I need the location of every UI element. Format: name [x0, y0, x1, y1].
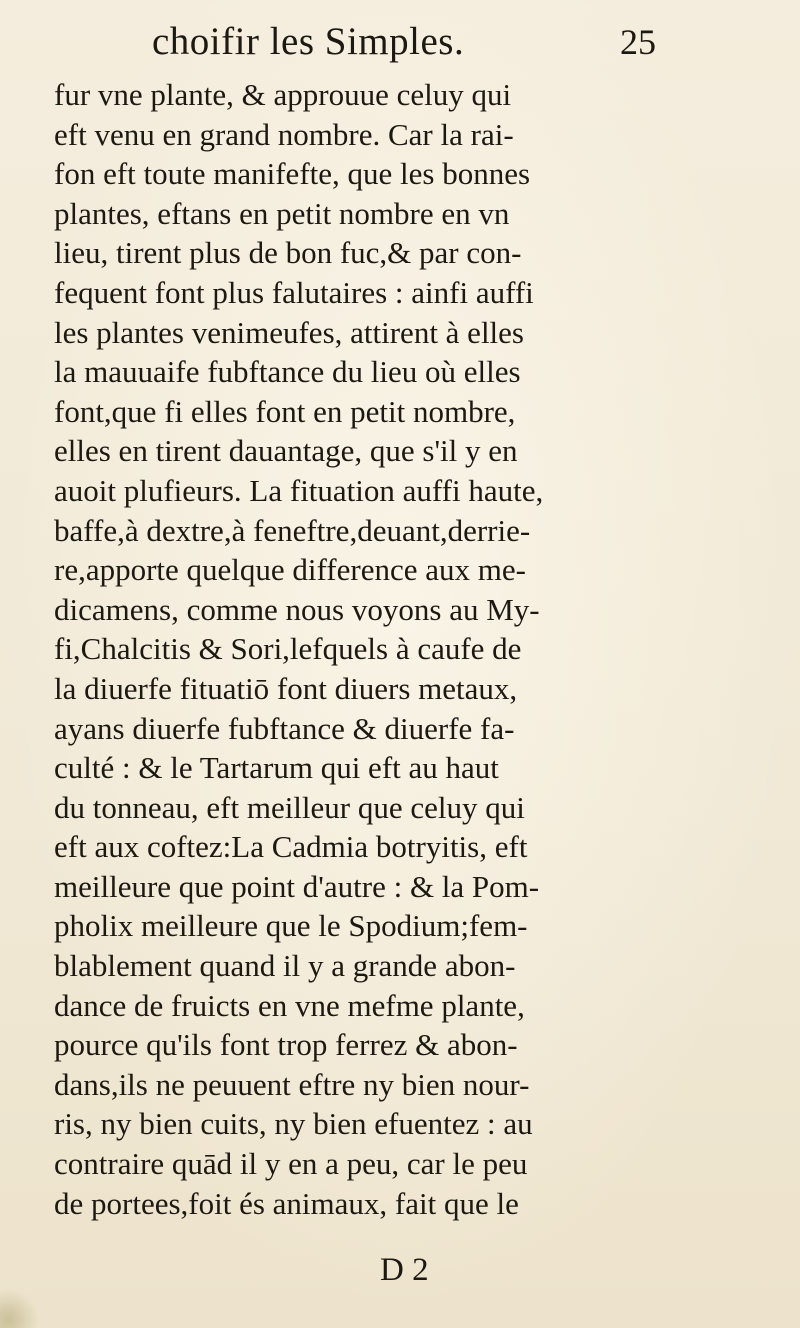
text-line: baffe,à dextre,à feneftre,deuant,derrie-: [54, 512, 531, 548]
text-line: dance de fruicts en vne mefme plante,: [54, 987, 525, 1023]
text-line: fon eft toute manifefte, que les bonnes: [54, 156, 531, 192]
text-line: font,que fi elles font en petit nombre,: [54, 393, 516, 429]
text-line: fi,Chalcitis & Sori,lefquels à caufe de: [54, 631, 522, 667]
paper-stain: [0, 1288, 40, 1328]
text-line: dans,ils ne peuuent eftre ny bien nour-: [54, 1066, 530, 1102]
text-line: blablement quand il y a grande abon-: [54, 948, 516, 984]
text-line: la mauuaife fubftance du lieu où elles: [54, 354, 521, 390]
text-line: pholix meilleure que le Spodium;fem-: [54, 908, 528, 944]
text-line: de portees,foit és animaux, fait que le: [54, 1185, 519, 1221]
text-line: la diuerfe fituatiō font diuers metaux,: [54, 670, 518, 706]
text-line: culté : & le Tartarum qui eft au haut: [54, 750, 499, 786]
text-line: meilleure que point d'autre : & la Pom-: [54, 868, 540, 904]
body-text: [54, 75, 754, 1223]
text-line: ris, ny bien cuits, ny bien efuentez : au: [54, 1106, 533, 1142]
text-line: re,apporte quelque difference aux me-: [54, 552, 526, 588]
text-line: plantes, eftans en petit nombre en vn: [54, 195, 510, 231]
text-line: les plantes venimeufes, attirent à elles: [54, 314, 524, 350]
text-line: contraire quād il y en a peu, car le peu: [54, 1146, 528, 1182]
text-line: lieu, tirent plus de bon fuc,& par con-: [54, 235, 522, 271]
signature-mark: D 2: [380, 1252, 429, 1288]
text-line: fur vne plante, & approuue celuy qui: [54, 77, 512, 112]
text-line: eft aux coftez:La Cadmia botryitis, eft: [54, 829, 528, 865]
text-line: dicamens, comme nous voyons au My-: [54, 591, 540, 627]
text-line: auoit plufieurs. La fituation auffi haute,: [54, 472, 544, 508]
text-line: du tonneau, eft meilleur que celuy qui: [54, 789, 525, 825]
text-line: elles en tirent dauantage, que s'il y en: [54, 433, 518, 469]
text-line: ayans diuerfe fubftance & diuerfe fa-: [54, 710, 515, 746]
text-line: eft venu en grand nombre. Car la rai-: [54, 116, 514, 152]
page-header: [0, 18, 800, 68]
running-head: choifir les Simples.: [152, 20, 465, 63]
text-line: pource qu'ils font trop ferrez & abon-: [54, 1027, 518, 1063]
text-line: fequent font plus falutaires : ainfi auffi: [54, 274, 534, 310]
page-number: 25: [620, 22, 656, 62]
